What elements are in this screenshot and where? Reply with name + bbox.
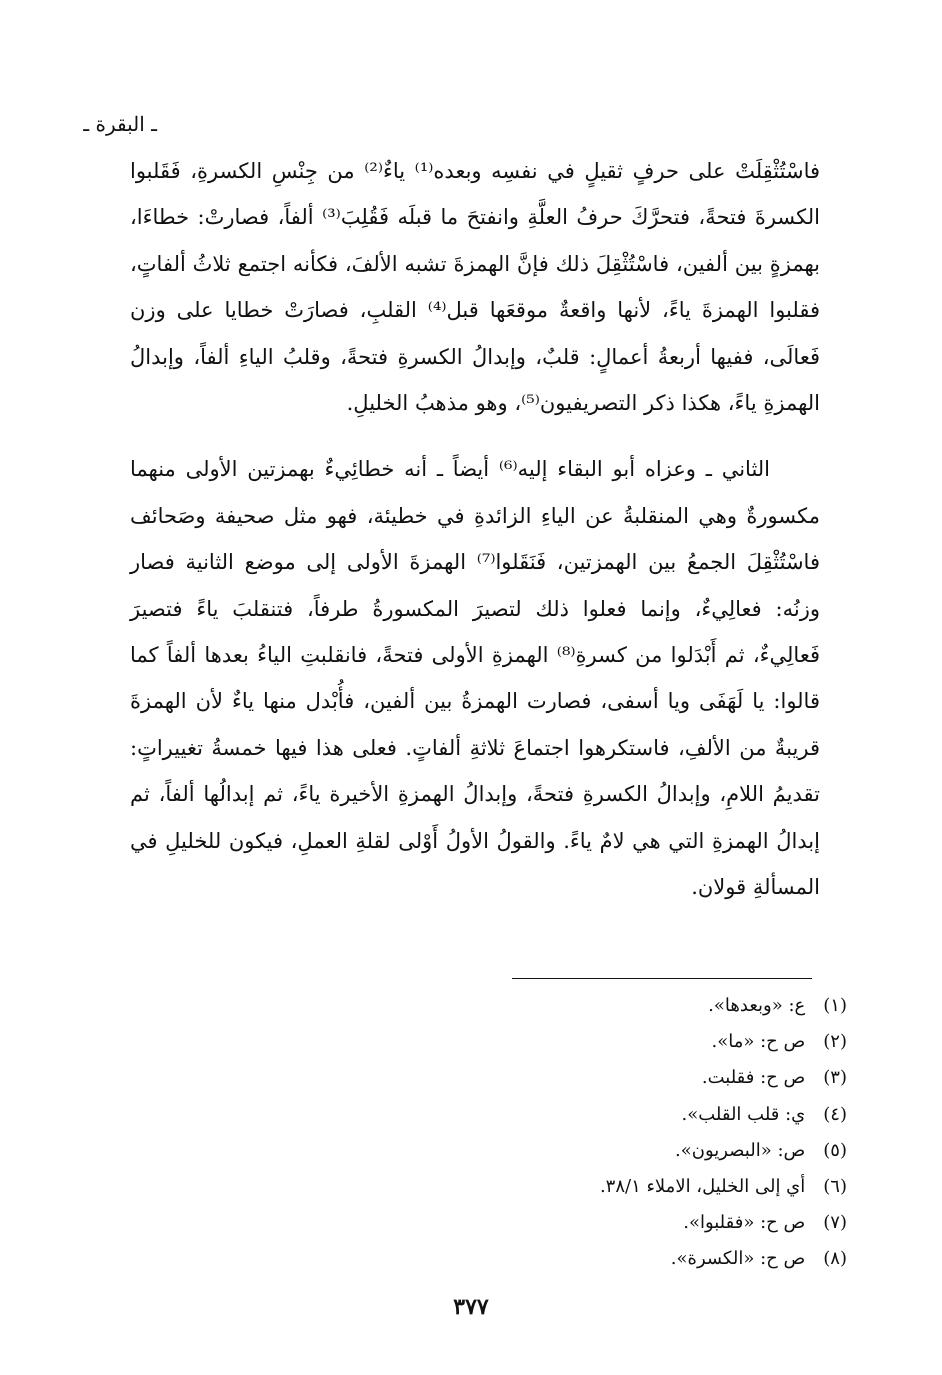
footnote-number: (٦) [823, 1176, 847, 1198]
footnote-number: (٨) [823, 1248, 847, 1270]
running-header: ـ البقرة ـ [83, 112, 157, 136]
footnote-item [147, 1241, 847, 1277]
footnote-item [147, 1133, 847, 1169]
footnote-item [147, 1024, 847, 1060]
footnote-item [147, 1169, 847, 1205]
paragraph-2: الثاني ـ وعزاه أبو البقاء إليه⁽⁶⁾ أيضاً ـ أنه خطائِيءٌ بهمزتين الأولى منهما مكسورةٌ وهي المنقلبةُ عن الياءِ الزائدةِ في خطيئة، فهو مثل صحيفة وصَحائف فاسْتُثْقِلَ الجمعُ بين الهمزتين، فَنَقَلوا⁽⁷⁾ الهمزةَ الأولى إلى موضع الثانية فصار وزنُه: فعالِيءٌ، وإنما فعلوا ذلك لتصيرَ المكسورةُ طرفاً، فتنقلبَ ياءً فتصيرَ فَعالِيءٌ، ثم أَبْدَلوا من كسرةِ⁽⁸⁾ الهمزةِ الأولى فتحةً، فانقلبتِ الياءُ بعدها ألفاً كما قالوا: يا لَهَفَى ويا أسفى، فصارت الهمزةُ بين ألفين، فأُبْدل منها ياءٌ لأن الهمزةَ قريبةٌ من الألفِ، فاستكرهوا اجتماعَ ثلاثةِ ألفاتٍ. فعلى هذا فيها خمسةُ تغييراتٍ: تقديمُ اللامِ، وإبدالُ الكسرةِ فتحةً، وإبدالُ الهمزةِ الأخيرة ياءً، ثم إبدالُها ألفاً، ثم إبدالُ الهمزةِ التي هي لامٌ ياءً. والقولُ الأولُ أَوْلى لقلةِ العملِ، فيكون للخليلِ في المسألةِ قولان. [130, 457, 820, 900]
footnote-text: ص ح: «ما». [711, 1031, 806, 1053]
footnote-text: ص ح: «الكسرة». [670, 1248, 806, 1270]
footnote-divider [512, 978, 812, 979]
footnote-text: ص ح: فقلبت. [701, 1067, 806, 1089]
footnote-item [147, 988, 847, 1024]
paragraph-1: فاسْتُثْقِلَتْ على حرفٍ ثقيلٍ في نفسِه وبعده⁽¹⁾ ياءٌ⁽²⁾ من جِنْسِ الكسرةِ، فَقَلبوا الكسرةَ فتحةً، فتحرَّكَ حرفُ العلَّةِ وانفتحَ ما قبلَه فَقُلِبَ⁽³⁾ ألفاً، فصارتْ: خطاءَا، بهمزةٍ بين ألفين، فاسْتُثْقِلَ ذلك فإنَّ الهمزةَ تشبه الألفَ، فكأنه اجتمع ثلاثُ ألفاتٍ، فقلبوا الهمزةَ ياءً، لأنها واقعةٌ موقعَها قبل⁽⁴⁾ القلبِ، فصارَتْ خطايا على وزن فَعالَى، ففيها أربعةُ أعمالٍ: قلبٌ، وإبدالُ الكسرةِ فتحةً، وقلبُ الياءِ ألفاً، وإبدالُ الهمزةِ ياءً، هكذا ذكر التصريفيون⁽⁵⁾، وهو مذهبُ الخليلِ. [130, 159, 821, 416]
footnote-text: ص: «البصريون». [674, 1139, 806, 1161]
footnotes-list [147, 988, 847, 1278]
footnote-text: ع: «وبعدها». [708, 995, 806, 1016]
footnote-item [147, 1060, 847, 1096]
page-number: ٣٧٧ [453, 1294, 489, 1320]
footnote-number: (٧) [823, 1212, 847, 1234]
footnote-text: ص ح: «فقلبوا». [683, 1212, 806, 1234]
footnote-text: أي إلى الخليل، الاملاء ٣٨/١. [599, 1176, 806, 1198]
footnote-number: (٢) [823, 1031, 847, 1053]
main-text [130, 148, 820, 911]
footnote-item [147, 1205, 847, 1241]
footnote-number: (٤) [823, 1103, 847, 1125]
footnote-number: (١) [823, 995, 847, 1016]
footnote-number: (٣) [823, 1067, 847, 1089]
footnote-item [147, 1097, 847, 1133]
footnote-text: ي: قلب القلب». [681, 1103, 806, 1125]
footnote-number: (٥) [823, 1139, 847, 1161]
